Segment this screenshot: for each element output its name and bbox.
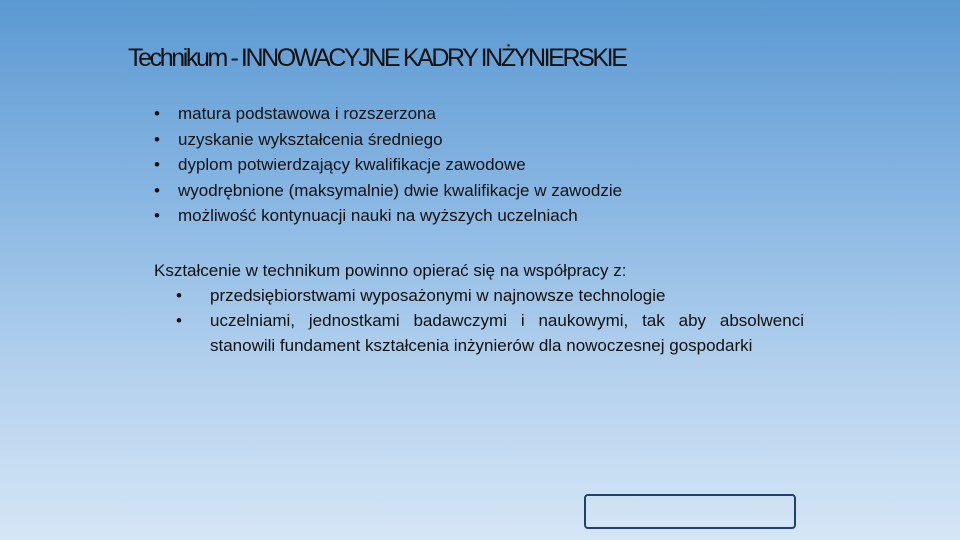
list-item: • dyplom potwierdzający kwalifikacje zawodowe	[154, 152, 622, 178]
list-item: • możliwość kontynuacji nauki na wyższych uczelniach	[154, 203, 622, 229]
cooperation-list	[154, 283, 804, 358]
slide-title: Technikum - INNOWACYJNE KADRY INŻYNIERSKIE	[128, 44, 626, 72]
cooperation-item: • przedsiębiorstwami wyposażonymi w najnowsze technologie	[154, 283, 804, 308]
list-item: • uzyskanie wykształcenia średniego	[154, 127, 622, 153]
footer-box	[584, 494, 796, 529]
cooperation-intro: Kształcenie w technikum powinno opierać się na współpracy z:	[154, 261, 627, 280]
cooperation-item: • uczelniami, jednostkami badawczymi i naukowymi, tak aby absolwenci stanowili fundament kształcenia inżynierów dla nowoczesnej gospodarki	[154, 308, 804, 358]
cooperation-section	[154, 258, 804, 358]
qualification-list	[154, 101, 622, 229]
list-item: • wyodrębnione (maksymalnie) dwie kwalifikacje w zawodzie	[154, 178, 622, 204]
list-item: • matura podstawowa i rozszerzona	[154, 101, 622, 127]
